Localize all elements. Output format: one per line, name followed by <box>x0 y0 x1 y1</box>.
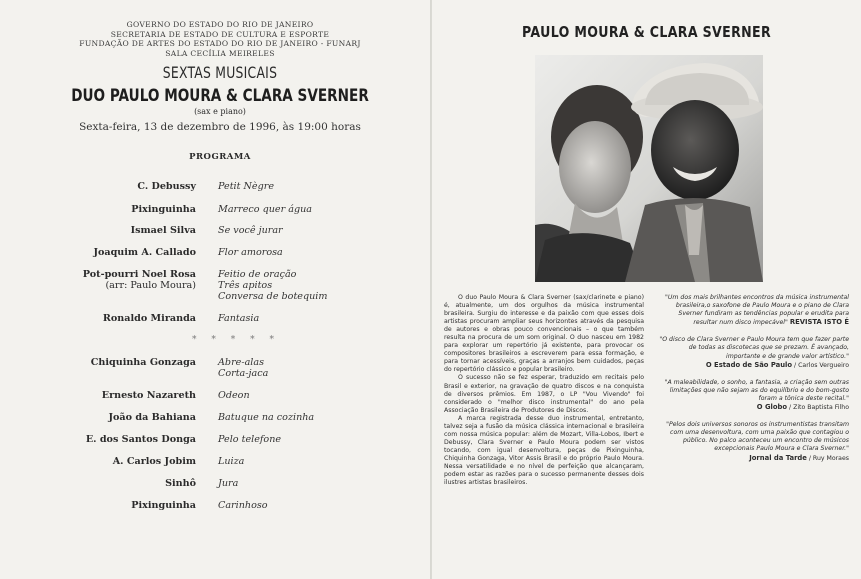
work-title: Se você jurar <box>218 225 283 236</box>
work-title: Abre-alas <box>218 357 265 368</box>
work-title: Corta-jaca <box>218 368 269 379</box>
quote-text: "A maleabilidade, o sonho, a fantasia, a criação sem outras limitações que não sejam as do equilíbrio e do bom-gosto foram a tônica deste recital." <box>664 378 849 402</box>
work-title: Conversa de botequim <box>218 291 328 302</box>
duo-photo <box>535 55 763 282</box>
work-title: Feitio de oração <box>218 269 297 280</box>
work-title: Marreco quer água <box>218 204 312 215</box>
programa-heading: PROGRAMA <box>189 152 251 162</box>
quote-author: / Carlos Vergueiro <box>794 361 849 369</box>
instruments-note: (sax e piano) <box>194 107 246 116</box>
work-list <box>218 357 268 379</box>
quote-source: O Estado de São Paulo <box>705 360 793 369</box>
org-line: SECRETARIA DE ESTADO DE CULTURA E ESPORTE <box>110 29 330 39</box>
quote-author: / Zito Baptista Filho <box>789 404 849 412</box>
composer-name: Joaquim A. Callado <box>93 247 196 258</box>
press-quote <box>654 379 849 412</box>
org-line: SALA CECÍLIA MEIRELES <box>165 48 275 58</box>
composer-label: Pot-pourri Noel Rosa <box>82 269 196 280</box>
quote-text: "Pelos dois universos sonoros os instrumentistas transitam com uma desenvoltura, com uma paixão que contagiou o público. No palco aconteceu um encontro de músicos excepcionais Paulo Moura e Clara Sverner." <box>666 421 849 453</box>
press-quote <box>654 421 849 462</box>
work-title: Pelo telefone <box>218 434 282 445</box>
composer-name: Ismael Silva <box>130 225 196 236</box>
quote-text: "O disco de Clara Sverner e Paulo Moura tem que fazer parte de todas as discotecas que se prezam. É avançado, importante e de grande valor artístico." <box>659 336 849 360</box>
composer-name: João da Bahiana <box>108 412 196 423</box>
bio-paragraph: O sucesso não se fez esperar, traduzido em recitais pelo Brasil e exterior, na gravação de quatro discos e na conquista de diversos prêmios. Em 1987, o LP "Vou Vivendo" foi considerado o "melhor disco instrumental" do ano pela Associação Brasileira de Produtores de Discos. <box>444 374 644 414</box>
bio-paragraph: O duo Paulo Moura & Clara Sverner (sax/clarinete e piano) é, atualmente, um dos orgulhos da música instrumental brasileira. Surgiu do interesse e da paixão com que esses dois artistas procuram ampliar seus horizontes através da pesquisa de autores e obras pouco convencionais – o que também resulta na procura de um som original. O duo nasceu em 1982 para explorar um repertório já existente, para provocar os compositores brasileiros a escreverem para essa formação, e para tornar acessíveis, graças a arranjos bem cuidados, peças do repertório clássico e popular brasileiro. <box>444 294 644 374</box>
composer-name: E. dos Santos Donga <box>85 434 196 445</box>
duo-biography <box>444 294 644 487</box>
work-title: Odeon <box>218 390 250 401</box>
org-line: FUNDAÇÃO DE ARTES DO ESTADO DO RIO DE JANEIRO - FUNARJ <box>79 39 361 49</box>
work-list <box>218 269 327 302</box>
work-title: Fantasia <box>218 313 260 324</box>
composer-name: A. Carlos Jobim <box>112 456 196 467</box>
artists-panel <box>432 0 861 579</box>
work-title: Petit Nègre <box>218 181 275 192</box>
work-title: Três apitos <box>218 280 273 291</box>
intermission-separator: * * * * * <box>192 335 280 345</box>
composer-name: Sinhô <box>165 478 196 489</box>
program-panel <box>0 0 430 579</box>
concert-title: DUO PAULO MOURA & CLARA SVERNER <box>71 86 369 106</box>
composer-name: Ronaldo Miranda <box>102 313 196 324</box>
quote-author: / Ruy Moraes <box>808 454 849 462</box>
work-title: Flor amorosa <box>218 247 283 258</box>
series-title: SEXTAS MUSICAIS <box>162 63 278 82</box>
artists-title: PAULO MOURA & CLARA SVERNER <box>522 23 771 41</box>
composer-name <box>83 269 196 291</box>
arranger-note: (arr: Paulo Moura) <box>105 280 196 291</box>
work-title: Batuque na cozinha <box>218 412 315 423</box>
work-title: Jura <box>218 478 239 489</box>
organization-header <box>60 20 380 58</box>
press-quote <box>654 294 849 327</box>
composer-name: Chiquinha Gonzaga <box>90 357 196 368</box>
quote-source: O Globo <box>756 403 788 412</box>
composer-name: C. Debussy <box>137 181 196 192</box>
work-title: Luiza <box>218 456 245 467</box>
composer-name: Ernesto Nazareth <box>101 390 196 401</box>
work-title: Carinhoso <box>218 500 268 511</box>
bio-paragraph: A marca registrada desse duo instrumental, entretanto, talvez seja a fusão da música clássica internacional e brasileira com nossa música popular: além de Mozart, Villa-Lobos, Ibert e Debussy, Clara Sverner e Paulo Moura podem ser vistos tocando, com igual desenvoltura, peças de Pixinguinha, Chiquinha Gonzaga, Vitor Assis Brasil e do próprio Paulo Moura. Nessa versatilidade e no nível de perfeição que alcançaram, podem estar as razões para o sucesso permanente desses dois ilustres artistas brasileiros. <box>444 414 644 487</box>
quote-text: "Um dos mais brilhantes encontros da música instrumental brasileira,o saxofone de Paulo Moura e o piano de Clara Sverner fundiram as tendências popular e erudita para resultar num disco impecável" <box>665 294 849 327</box>
composer-name: Pixinguinha <box>131 204 196 215</box>
concert-date: Sexta-feira, 13 de dezembro de 1996, às 19:00 horas <box>79 121 361 133</box>
quote-source: Jornal da Tarde <box>749 453 807 462</box>
composer-name: Pixinguinha <box>131 500 196 511</box>
press-quote <box>654 336 849 369</box>
quote-source: REVISTA ISTO É <box>789 318 849 327</box>
press-quotes <box>654 294 849 472</box>
org-line: GOVERNO DO ESTADO DO RIO DE JANEIRO <box>126 20 314 29</box>
